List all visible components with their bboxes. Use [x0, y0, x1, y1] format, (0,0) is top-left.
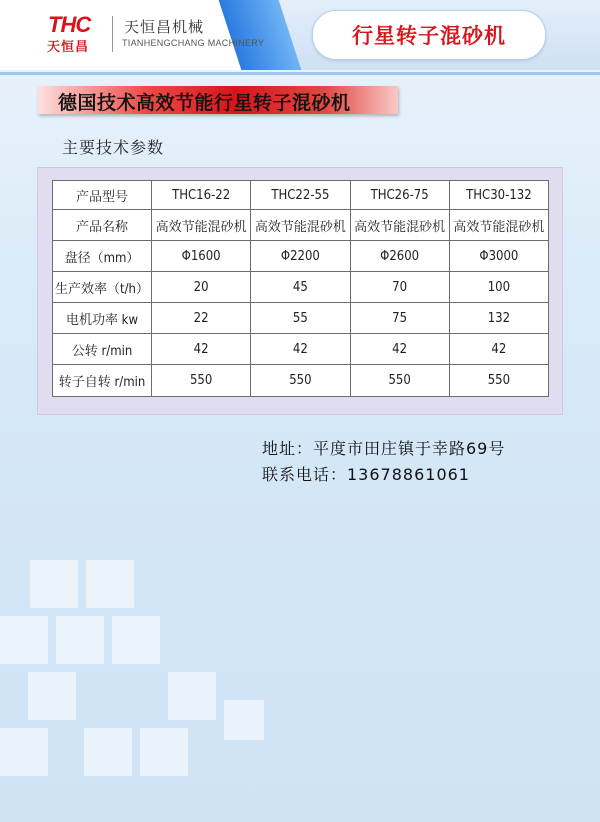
- table-cell: 100: [449, 272, 548, 303]
- table-cell: THC30-132: [449, 181, 548, 210]
- decor-square: [168, 672, 216, 720]
- decor-square: [0, 616, 48, 664]
- logo-divider: [112, 16, 113, 52]
- company-name-en: TIANHENGCHANG MACHINERY: [122, 38, 265, 48]
- table-row: [53, 272, 549, 303]
- table-row: [53, 365, 549, 397]
- table-cell: 132: [449, 303, 548, 334]
- decor-square: [112, 616, 160, 664]
- table-cell: THC26-75: [350, 181, 449, 210]
- header: [0, 0, 600, 70]
- table-cell: 42: [251, 334, 350, 365]
- company-name: 天恒昌机械: [124, 18, 205, 36]
- table-row: [53, 241, 549, 272]
- decor-square: [0, 728, 48, 776]
- table-cell: 550: [449, 365, 548, 397]
- row-label: 生产效率（t/h）: [53, 272, 152, 303]
- table-cell: 高效节能混砂机: [251, 210, 350, 241]
- contact-address: 地址：平度市田庄镇于幸路69号: [262, 439, 506, 458]
- table-cell: 550: [251, 365, 350, 397]
- table-cell: 42: [152, 334, 251, 365]
- decor-square: [86, 560, 134, 608]
- table-cell: 高效节能混砂机: [449, 210, 548, 241]
- table-row: [53, 303, 549, 334]
- table-row: [53, 181, 549, 210]
- decor-square: [28, 672, 76, 720]
- contact-phone: 联系电话：13678861061: [262, 465, 470, 484]
- table-cell: 42: [350, 334, 449, 365]
- table-row: [53, 334, 549, 365]
- table-cell: 高效节能混砂机: [350, 210, 449, 241]
- logo-cn-small: 天恒昌: [47, 40, 90, 55]
- decor-square: [84, 728, 132, 776]
- table-row: [53, 210, 549, 241]
- decor-square: [140, 728, 188, 776]
- logo-mark: THC: [48, 12, 91, 37]
- product-title: 行星转子混砂机: [312, 10, 546, 60]
- table-cell: 70: [350, 272, 449, 303]
- table-cell: 20: [152, 272, 251, 303]
- row-label: 产品名称: [53, 210, 152, 241]
- table-cell: Φ2600: [350, 241, 449, 272]
- table-cell: Φ2200: [251, 241, 350, 272]
- table-cell: THC16-22: [152, 181, 251, 210]
- table-cell: 550: [350, 365, 449, 397]
- banner-title: 德国技术高效节能行星转子混砂机: [58, 92, 351, 114]
- table-cell: 550: [152, 365, 251, 397]
- row-label: 电机功率 kw: [53, 303, 152, 334]
- table-cell: 75: [350, 303, 449, 334]
- decor-square: [56, 616, 104, 664]
- row-label: 转子自转 r/min: [53, 365, 152, 397]
- decor-square: [224, 700, 264, 740]
- table-cell: THC22-55: [251, 181, 350, 210]
- table-cell: Φ3000: [449, 241, 548, 272]
- table-cell: 高效节能混砂机: [152, 210, 251, 241]
- table-cell: 55: [251, 303, 350, 334]
- section-title: 主要技术参数: [62, 138, 165, 157]
- table-cell: 22: [152, 303, 251, 334]
- row-label: 公转 r/min: [53, 334, 152, 365]
- row-label: 盘径（mm）: [53, 241, 152, 272]
- decor-square: [30, 560, 78, 608]
- table-cell: Φ1600: [152, 241, 251, 272]
- table-cell: 45: [251, 272, 350, 303]
- row-label: 产品型号: [53, 181, 152, 210]
- spec-table: [52, 180, 549, 397]
- header-rule: [0, 72, 600, 75]
- table-cell: 42: [449, 334, 548, 365]
